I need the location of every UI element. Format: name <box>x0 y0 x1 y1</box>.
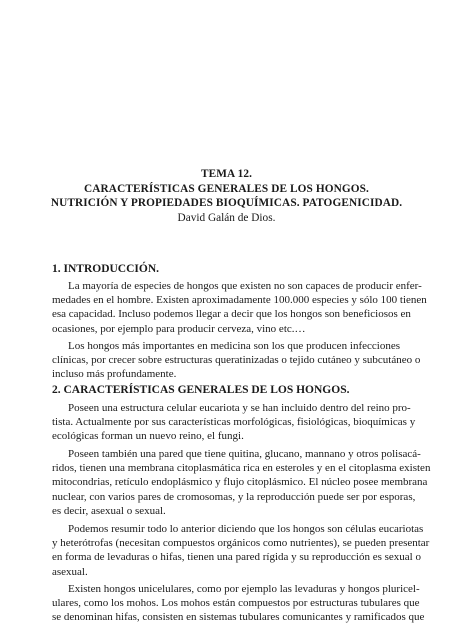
text-line: esa capacidad. Incluso podemos llegar a decir que los hongos son beneficiosos en <box>52 308 411 321</box>
paragraph <box>52 447 431 518</box>
text-line: La mayoría de especies de hongos que existen no son capaces de producir enfer- <box>68 280 422 292</box>
chapter-number: TEMA 12. <box>200 168 252 180</box>
paragraph <box>52 522 430 579</box>
text-line: asexual. <box>52 565 88 578</box>
text-line: ocasiones, por ejemplo para producir cerveza, vino etc.… <box>52 322 306 335</box>
text-line: Los hongos más importantes en medicina son los que producen infecciones <box>68 340 400 352</box>
text-line: clínicas, por crecer sobre estructuras queratinizadas o tejido cutáneo y subcutáneo o <box>52 354 421 367</box>
paragraph <box>52 401 416 444</box>
text-line: Poseen una estructura celular eucariota y se han incluido dentro del reino pro- <box>68 402 411 414</box>
section-heading-introduccion: 1. INTRODUCCIÓN. <box>52 263 160 275</box>
text-line: medades en el hombre. Existen aproximadamente 100.000 especies y sólo 100 tienen <box>52 294 427 307</box>
text-line: ecológicas forman un nuevo reino, el fungi. <box>52 430 244 443</box>
text-line: incluso más profundamente. <box>52 368 177 381</box>
chapter-subtitle: NUTRICIÓN Y PROPIEDADES BIOQUÍMICAS. PATOGENICIDAD. <box>50 197 403 209</box>
text-line: y heterótrofas (necesitan compuestos orgánicos como nutrientes), se pueden presentar <box>52 537 430 550</box>
paragraph <box>52 339 421 382</box>
text-line: tista. Actualmente por sus características morfológicas, fisiológicas, bioquímicas y <box>52 416 416 429</box>
text-line: nuclear, con varios pares de cromosomas, y la reproducción puede ser por esporas, <box>52 490 416 503</box>
author-name: David Galán de Dios. <box>177 211 276 224</box>
paragraph <box>52 582 425 625</box>
text-line: Podemos resumir todo lo anterior diciendo que los hongos son células eucariotas <box>68 523 424 535</box>
text-line: se denominan hifas, consisten en sistemas tubulares comunicantes y ramificados que <box>52 611 425 624</box>
title-block <box>40 167 413 226</box>
section-heading-caracteristicas: 2. CARACTERÍSTICAS GENERALES DE LOS HONGOS. <box>52 384 350 396</box>
text-line: en forma de levaduras o hifas, tienen una pared rígida y su reproducción es sexual o <box>52 551 421 564</box>
text-line: mitocondrias, retículo endoplásmico y flujo citoplásmico. El núcleo posee membrana <box>52 476 428 489</box>
paragraph <box>52 279 427 336</box>
text-line: ulares, como los mohos. Los mohos están compuestos por estructuras tubulares que <box>52 597 420 610</box>
chapter-title: CARACTERÍSTICAS GENERALES DE LOS HONGOS. <box>84 182 369 195</box>
text-line: es decir, asexual o sexual. <box>52 504 166 517</box>
text-line: Existen hongos unicelulares, como por ejemplo las levaduras y hongos pluricel- <box>68 583 420 595</box>
text-line: ridos, tienen una membrana citoplasmática rica en esteroles y en el citoplasma existen <box>52 462 431 475</box>
text-line: Poseen también una pared que tiene quitina, glucano, mannano y otros polisacá- <box>68 448 421 460</box>
